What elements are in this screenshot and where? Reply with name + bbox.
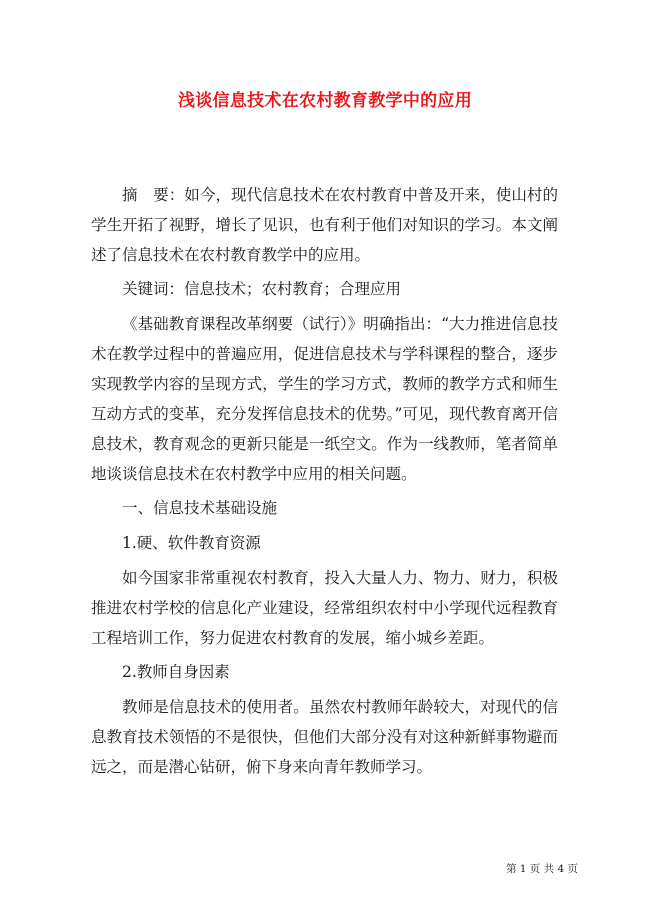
body-paragraph: 教师是信息技术的使用者。虽然农村教师年龄较大，对现代的信息教育技术领悟的不是很快，但他们大部分没有对这种新鲜事物避而远之，而是潜心钻研，俯下身来向青年教师学习。: [91, 698, 558, 776]
keywords-line: 关键词：信息技术；农村教育；合理应用: [122, 280, 402, 298]
body-paragraph: 如今国家非常重视农村教育，投入大量人力、物力、财力，积极推进农村学校的信息化产业建设，经常组织农村中小学现代远程教育工程培训工作，努力促进农村教育的发展，缩小城乡差距。: [91, 569, 558, 647]
document-body: [91, 180, 558, 786]
abstract-paragraph: 摘 要：如今，现代信息技术在农村教育中普及开来，使山村的学生开拓了视野，增长了见识，也有利于他们对知识的学习。本文阐述了信息技术在农村教育教学中的应用。: [91, 186, 558, 264]
document-title: 浅谈信息技术在农村教育教学中的应用: [177, 91, 473, 111]
subsection-heading: 1.硬、软件教育资源: [122, 534, 261, 552]
intro-paragraph: 《基础教育课程改革纲要（试行）》明确指出：“大力推进信息技术在教学过程中的普遍应用，促进信息技术与学科课程的整合，逐步实现教学内容的呈现方式，学生的学习方式，教师的教学方式和师生互动方式的变革，充分发挥信息技术的优势。”可见，现代教育离开信息技术，教育观念的更新只能是一纸空文。作为一线教师，笔者简单地谈谈信息技术在农村教学中应用的相关问题。: [91, 315, 558, 483]
subsection-heading: 2.教师自身因素: [122, 663, 230, 681]
page-number-footer: 第 1 页 共 4 页: [505, 863, 578, 875]
section-heading: 一、信息技术基础设施: [122, 499, 278, 517]
